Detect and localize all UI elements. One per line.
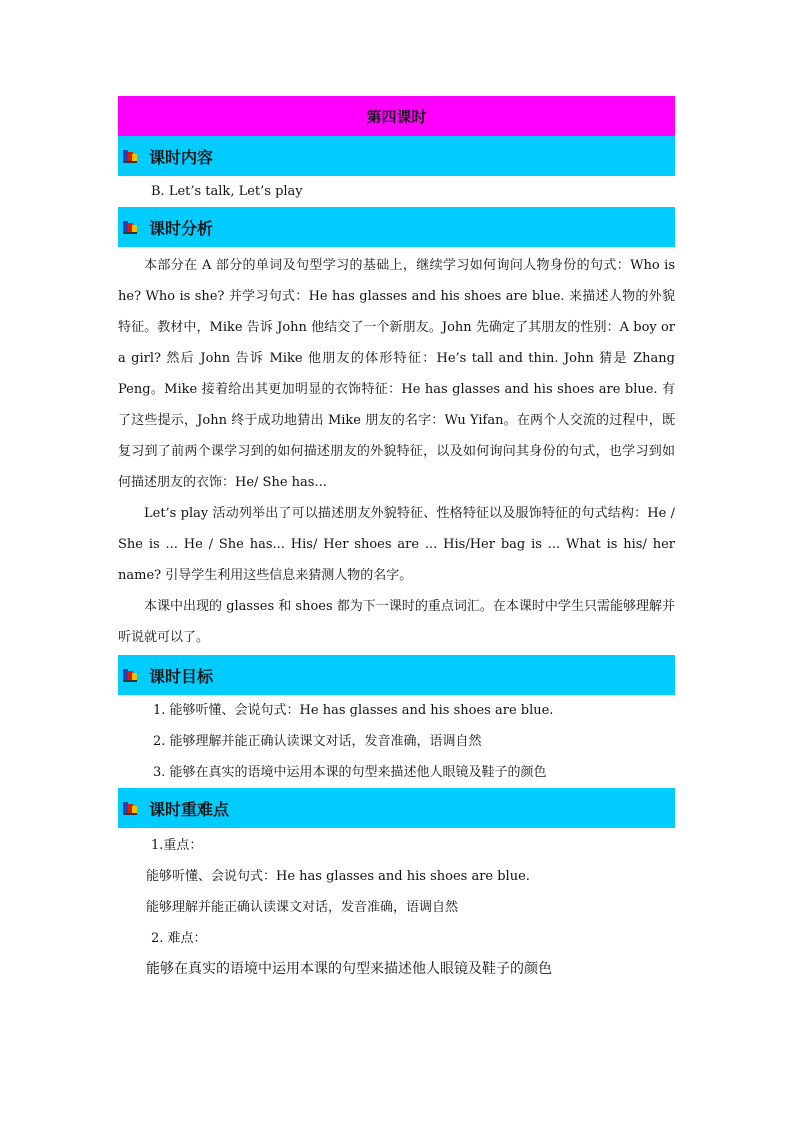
goal-item: 1. 能够听懂、会说句式：He has glasses and his shoes are blue. bbox=[153, 703, 554, 718]
books-icon bbox=[123, 149, 137, 163]
section-title: 课时内容 bbox=[149, 147, 214, 167]
focus-line: 能够听懂、会说句式：He has glasses and his shoes are blue. bbox=[146, 869, 530, 884]
section-title: 课时重难点 bbox=[149, 799, 230, 819]
lesson-title: 第四课时 bbox=[118, 96, 675, 136]
books-icon bbox=[123, 220, 137, 234]
analysis-paragraph: 本部分在 A 部分的单词及句型学习的基础上，继续学习如何询问人物身份的句式：Who is he? Who is she? 并学习句式：He has glasses and his shoes are blue. 来描述人物的外貌特征。教材中，Mike 告诉 John 他结交了一个新朋友。John 先确定了其朋友的性别：A boy or a girl? 然后 John 告诉 Mike 他朋友的体形特征：He’s tall and thin. John 猜是 Zhang Peng。Mike 接着给出其更加明显的衣饰特征：He has glasses and his shoes are blue. 有了这些提示，John 终于成功地猜出 Mike 朋友的名字：Wu Yifan。在两个人交流的过程中，既复习到了前两个课学习到的如何描述朋友的外貌特征，以及如何询问其身份的句式，也学习到如何描述朋友的衣饰：He/ She has... bbox=[118, 258, 675, 490]
content-text: B. Let’s talk, Let’s play bbox=[151, 184, 303, 199]
lesson-document bbox=[118, 96, 675, 985]
section-title: 课时目标 bbox=[149, 666, 214, 686]
section-header-key-points bbox=[118, 788, 675, 828]
books-icon bbox=[123, 801, 137, 815]
analysis-paragraph: Let’s play 活动列举出了可以描述朋友外貌特征、性格特征以及服饰特征的句式结构：He / She is ... He / She has... His/ Her shoes are ... His/Her bag is ... What is his/ her name? 引导学生利用这些信息来猜测人物的名字。 bbox=[118, 506, 675, 583]
goal-item: 3. 能够在真实的语境中运用本课的句型来描述他人眼镜及鞋子的颜色 bbox=[153, 765, 547, 780]
analysis-paragraph: 本课中出现的 glasses 和 shoes 都为下一课时的重点词汇。在本课时中学生只需能够理解并听说就可以了。 bbox=[118, 599, 675, 645]
difficulty-line: 能够在真实的语境中运用本课的句型来描述他人眼镜及鞋子的颜色 bbox=[146, 961, 552, 977]
focus-line: 能够理解并能正确认读课文对话，发音准确，语调自然 bbox=[146, 900, 459, 915]
goal-item: 2. 能够理解并能正确认读课文对话，发音准确，语调自然 bbox=[153, 734, 482, 749]
difficulty-label: 2. 难点： bbox=[151, 931, 207, 946]
section-title: 课时分析 bbox=[149, 218, 214, 238]
focus-label: 1.重点： bbox=[151, 838, 203, 853]
books-icon bbox=[123, 668, 137, 682]
section-header-goals bbox=[118, 655, 675, 695]
section-header-analysis bbox=[118, 207, 675, 247]
section-header-content bbox=[118, 136, 675, 176]
